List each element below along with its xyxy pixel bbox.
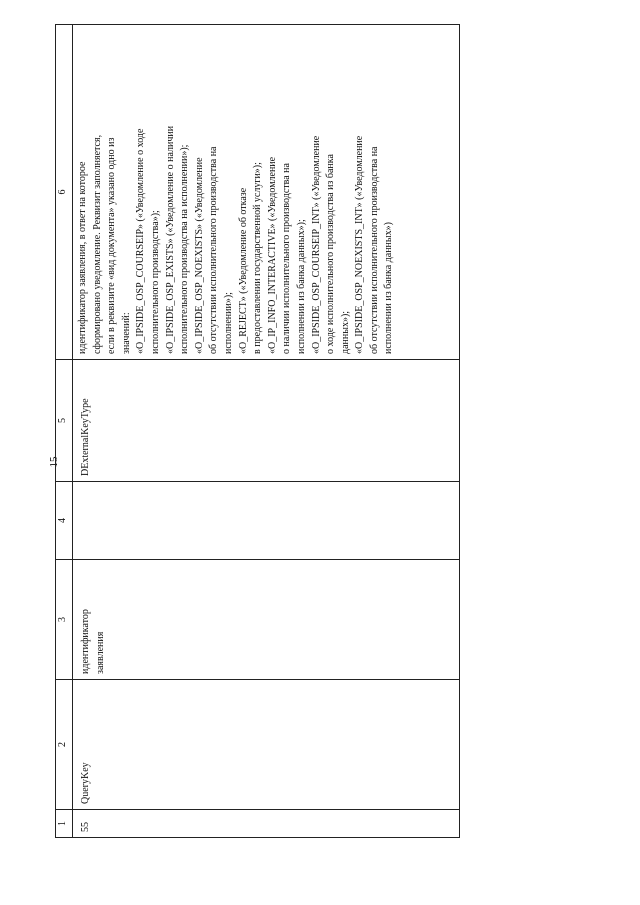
detail-line: «O_IPSIDE_OSP_NOEXISTS_INT» («Уведомление <box>354 135 366 354</box>
detail-line: исполнении»); <box>222 292 234 354</box>
detail-line: сформировано уведомление. Реквизит заполняется, <box>91 134 103 354</box>
detail-line: в предоставлении государственной услуги»); <box>252 162 264 354</box>
row-description: идентификатор заявления <box>73 560 460 680</box>
detail-line: значений: <box>120 312 132 354</box>
detail-line: о наличии исполнительного производства на <box>281 163 293 354</box>
header-col-2: 2 <box>56 680 73 810</box>
header-col-6: 6 <box>56 25 73 360</box>
header-col-5: 5 <box>56 360 73 482</box>
page-number: 15 <box>48 456 60 468</box>
row-number: 55 <box>73 810 460 838</box>
detail-line: «O_IPSIDE_OSP_COURSEIP_INT» («Уведомление <box>310 135 322 354</box>
header-row <box>56 25 73 838</box>
detail-line: идентификатор заявления, в ответ на которое <box>77 161 88 354</box>
row-details <box>73 25 460 360</box>
row-type: DExternalKeyType <box>73 360 460 482</box>
table-row <box>73 25 460 838</box>
detail-line: исполнении из банка данных»); <box>295 219 307 354</box>
detail-line: «O_IP_INFO_INTERACTIVE» («Уведомление <box>266 156 278 354</box>
header-col-3: 3 <box>56 560 73 680</box>
requisites-table <box>55 24 460 838</box>
detail-line: об отсутствии исполнительного производства на <box>368 146 380 354</box>
row-col4 <box>73 482 460 560</box>
detail-line: исполнении из банка данных») <box>383 222 395 354</box>
detail-line: «O_IPSIDE_OSP_COURSEIP» («Уведомление о ходе <box>135 128 147 354</box>
detail-line: если в реквизите «вид документа» указано одно из <box>106 137 118 354</box>
detail-line: исполнительного производства на исполнении»); <box>179 144 191 354</box>
detail-line: «O_IPSIDE_OSP_NOEXISTS» («Уведомление <box>193 157 205 354</box>
row-name: QueryKey <box>73 680 460 810</box>
header-col-4: 4 <box>56 482 73 560</box>
detail-line: «O_REJECT» («Уведомление об отказе <box>237 187 249 354</box>
detail-line: «O_IPSIDE_OSP_EXISTS» («Уведомление о наличии <box>164 125 176 354</box>
detail-line: об отсутствии исполнительного производства на <box>208 146 220 354</box>
detail-line: данных»); <box>339 310 351 354</box>
header-col-1: 1 <box>56 810 73 838</box>
rotated-table-container <box>55 25 460 838</box>
detail-line: о ходе исполнительного производства из банка <box>325 154 337 354</box>
detail-line: исполнительного производства»); <box>149 210 161 354</box>
